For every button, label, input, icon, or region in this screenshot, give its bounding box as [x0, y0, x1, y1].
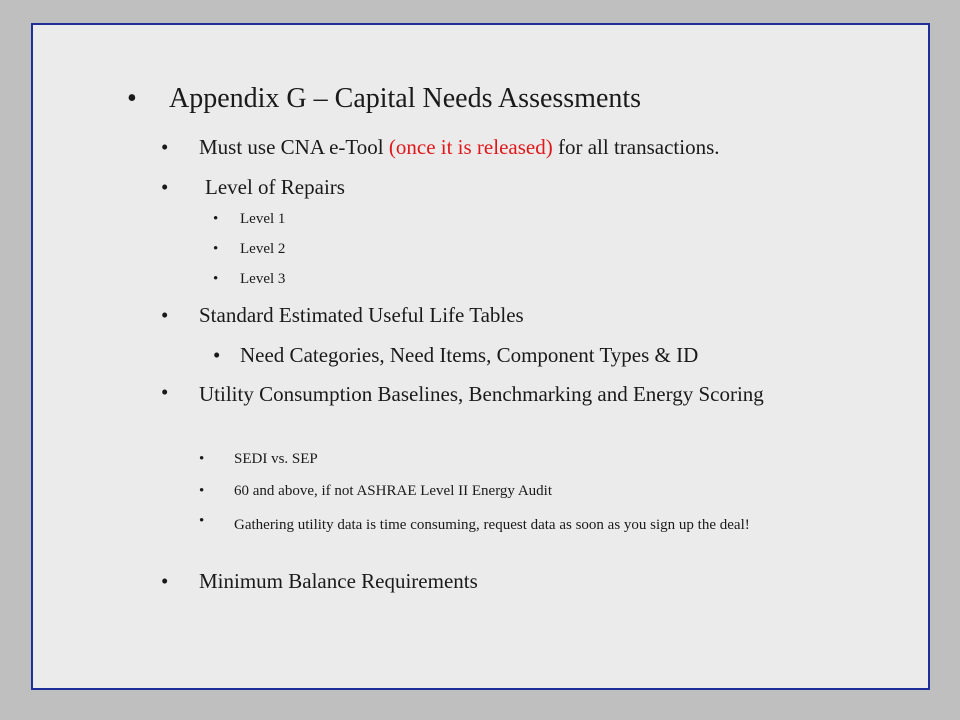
list-item-minimum-balance: Minimum Balance Requirements: [199, 569, 478, 593]
list-bullet: •: [213, 211, 219, 227]
list-bullet: •: [213, 271, 219, 287]
list-bullet: •: [161, 569, 169, 593]
list-item-etool: [199, 135, 720, 160]
etool-highlight: (once it is released): [388, 135, 553, 159]
list-bullet: •: [161, 303, 169, 327]
title-bullet: •: [127, 83, 137, 114]
etool-text-start: Must use CNA e-Tool: [199, 135, 389, 159]
list-bullet: •: [199, 451, 205, 467]
list-item-level: Level 1: [240, 211, 286, 227]
list-item-sedi: SEDI vs. SEP: [234, 451, 318, 467]
list-item-repairs: Level of Repairs: [205, 175, 345, 199]
etool-text-end: for all transactions.: [552, 135, 720, 159]
list-bullet: •: [161, 175, 169, 199]
list-item-useful-life: Standard Estimated Useful Life Tables: [199, 303, 524, 327]
slide-title: Appendix G – Capital Needs Assessments: [169, 83, 642, 114]
list-item-need-categories: Need Categories, Need Items, Component Types & ID: [240, 343, 699, 367]
slide-panel: [31, 23, 930, 690]
list-item-level: Level 3: [240, 271, 286, 287]
list-bullet: •: [213, 241, 219, 257]
list-bullet: •: [161, 135, 169, 159]
list-item-gathering: Gathering utility data is time consuming, request data as soon as you sign up the deal!: [234, 517, 750, 533]
list-item-level: Level 2: [240, 241, 286, 257]
list-item-utility: Utility Consumption Baselines, Benchmarking and Energy Scoring: [199, 382, 764, 406]
list-bullet: •: [161, 380, 169, 404]
list-bullet: •: [199, 483, 205, 499]
list-bullet: •: [199, 513, 205, 529]
list-bullet: •: [213, 343, 221, 367]
list-item-ashrae: 60 and above, if not ASHRAE Level II Energy Audit: [234, 483, 553, 499]
